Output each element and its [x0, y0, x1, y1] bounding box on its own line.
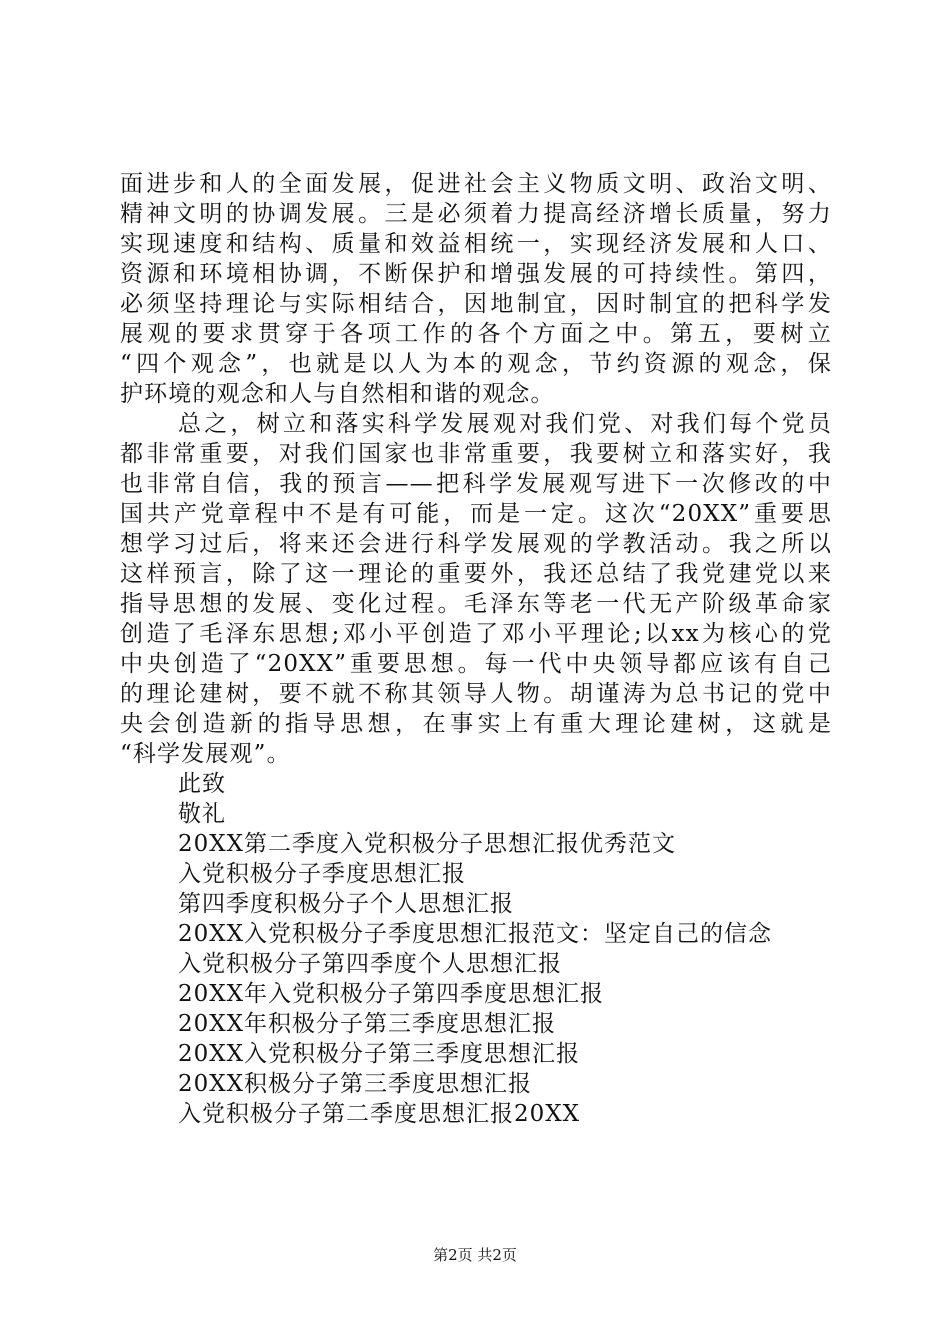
related-article-link[interactable]: 20XX第二季度入党积极分子思想汇报优秀范文	[178, 831, 677, 857]
related-articles-list	[120, 829, 832, 1129]
text-line: 精神文明的协调发展。三是必须着力提高经济增长质量，努力	[120, 201, 832, 227]
text-line: 必须坚持理论与实际相结合，因地制宜，因时制宜的把科学发	[120, 291, 832, 317]
text-line: 想学习过后，将来还会进行科学发展观的学教活动。我之所以	[120, 531, 832, 557]
related-article-link[interactable]: 20XX入党积极分子第三季度思想汇报	[178, 1041, 581, 1067]
closing-line: 此致	[178, 771, 226, 797]
text-line: 实现速度和结构、质量和效益相统一，实现经济发展和人口、	[120, 231, 832, 257]
paragraph-1	[120, 169, 832, 409]
document-body	[120, 169, 832, 1129]
related-article-link[interactable]: 入党积极分子第二季度思想汇报20XX	[178, 1101, 581, 1127]
text-line: 展观的要求贯穿于各项工作的各个方面之中。第五，要树立	[120, 321, 832, 347]
related-article-link[interactable]: 20XX年积极分子第三季度思想汇报	[178, 1011, 557, 1037]
text-line: 护环境的观念和人与自然相和谐的观念。	[120, 381, 555, 407]
page-number: 第2页 共2页	[433, 1246, 517, 1264]
text-line: 面进步和人的全面发展，促进社会主义物质文明、政治文明、	[120, 171, 832, 197]
text-line: “四个观念”，也就是以人为本的观念，节约资源的观念，保	[120, 351, 832, 377]
text-line: 的理论建树，要不就不称其领导人物。胡谨涛为总书记的党中	[120, 681, 832, 707]
related-article-link[interactable]: 入党积极分子季度思想汇报	[178, 861, 466, 887]
text-line: 资源和环境相协调，不断保护和增强发展的可持续性。第四，	[120, 261, 832, 287]
text-line: 国共产党章程中不是有可能，而是一定。这次“20XX”重要思	[120, 501, 832, 527]
related-article-link[interactable]: 第四季度积极分子个人思想汇报	[178, 891, 514, 917]
text-line: 央会创造新的指导思想，在事实上有重大理论建树，这就是	[120, 711, 832, 737]
letter-closing	[120, 769, 832, 829]
text-line: 创造了毛泽东思想;邓小平创造了邓小平理论;以xx为核心的党	[120, 621, 832, 647]
text-line: “科学发展观”。	[120, 741, 291, 767]
related-article-link[interactable]: 20XX入党积极分子季度思想汇报范文：坚定自己的信念	[178, 921, 773, 947]
closing-line: 敬礼	[178, 801, 226, 827]
related-article-link[interactable]: 入党积极分子第四季度个人思想汇报	[178, 951, 562, 977]
text-line: 总之，树立和落实科学发展观对我们党、对我们每个党员	[178, 411, 832, 437]
text-line: 中央创造了“20XX”重要思想。每一代中央领导都应该有自己	[120, 651, 832, 677]
related-article-link[interactable]: 20XX积极分子第三季度思想汇报	[178, 1071, 533, 1097]
text-line: 指导思想的发展、变化过程。毛泽东等老一代无产阶级革命家	[120, 591, 832, 617]
text-line: 都非常重要，对我们国家也非常重要，我要树立和落实好，我	[120, 441, 832, 467]
page-footer	[0, 1245, 950, 1265]
text-line: 也非常自信，我的预言——把科学发展观写进下一次修改的中	[120, 471, 832, 497]
text-line: 这样预言，除了这一理论的重要外，我还总结了我党建党以来	[120, 561, 832, 587]
related-article-link[interactable]: 20XX年入党积极分子第四季度思想汇报	[178, 981, 605, 1007]
paragraph-2	[120, 409, 832, 769]
